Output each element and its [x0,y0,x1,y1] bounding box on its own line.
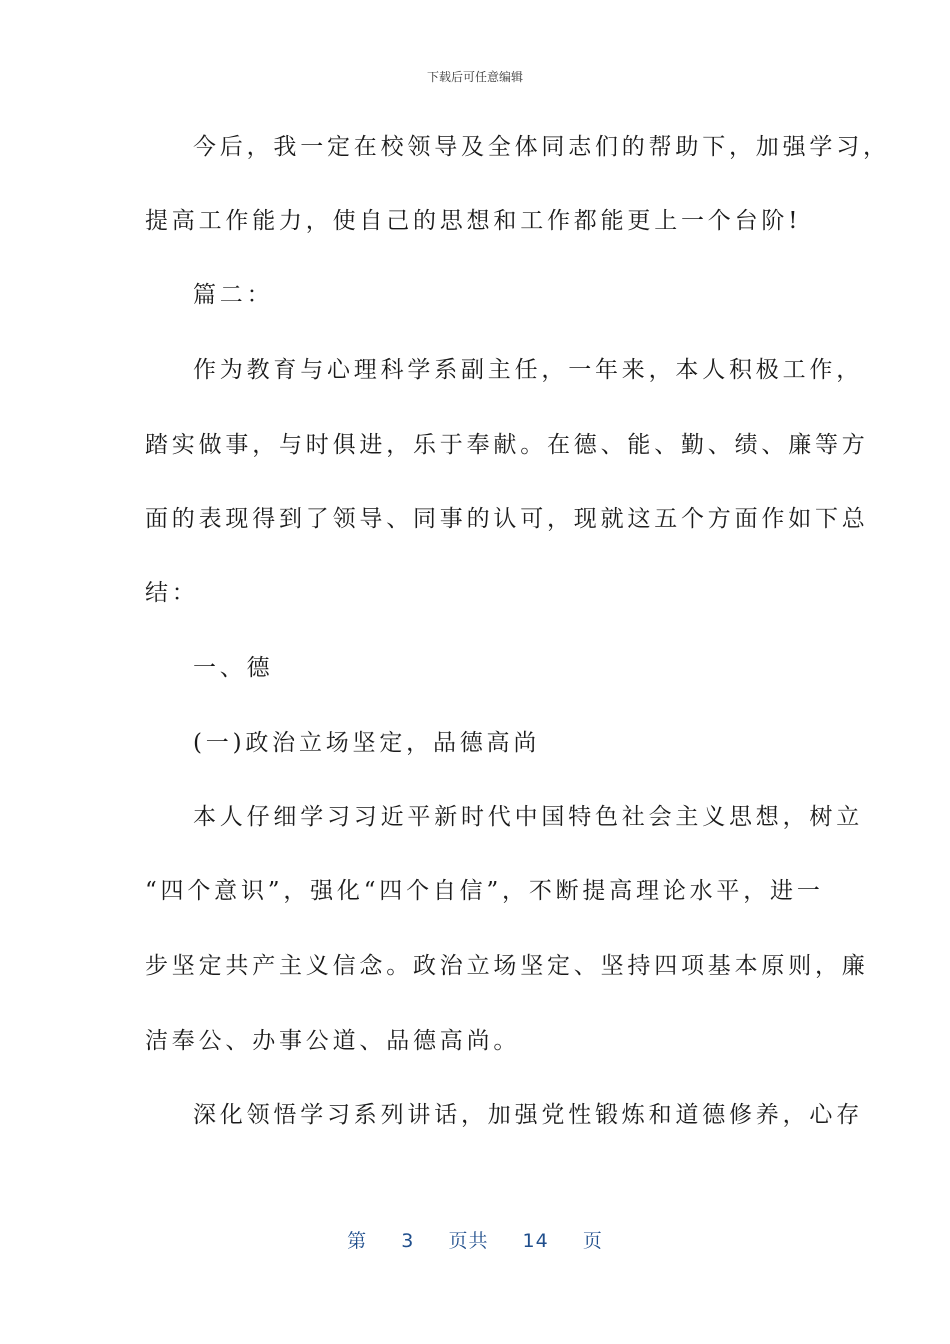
download-note-header: 下载后可任意编辑 [426,70,523,84]
footer-suffix: 页 [582,1230,603,1252]
section-heading: 篇二： [193,282,274,308]
body-line: 提高工作能力，使自己的思想和工作都能更上一个台阶! [145,208,802,234]
footer-prefix: 第 [347,1230,368,1252]
footer-middle: 页共 [448,1230,489,1252]
page-number-footer [0,1226,950,1253]
subsection-heading: (一)政治立场坚定，品德高尚 [193,730,541,756]
body-line: 步坚定共产主义信念。政治立场坚定、坚持四项基本原则，廉 [145,953,869,979]
body-line: 踏实做事，与时俱进，乐于奉献。在德、能、勤、绩、廉等方 [145,432,869,458]
body-line: 面的表现得到了领导、同事的认可，现就这五个方面作如下总 [145,506,869,532]
body-line: 本人仔细学习习近平新时代中国特色社会主义思想，树立 [193,804,863,830]
current-page-number: 3 [401,1230,415,1252]
body-line: 作为教育与心理科学系副主任，一年来，本人积极工作， [193,357,863,383]
body-line: 今后，我一定在校领导及全体同志们的帮助下，加强学习， [193,134,890,160]
body-line: 结： [145,580,199,606]
section-heading: 一、德 [193,655,274,681]
body-line: 洁奉公、办事公道、品德高尚。 [145,1028,521,1054]
body-line: “四个意识”，强化“四个自信”，不断提高理论水平，进一 [145,878,824,904]
body-line: 深化领悟学习系列讲话，加强党性锻炼和道德修养，心存 [193,1102,863,1128]
total-pages-number: 14 [522,1230,549,1252]
